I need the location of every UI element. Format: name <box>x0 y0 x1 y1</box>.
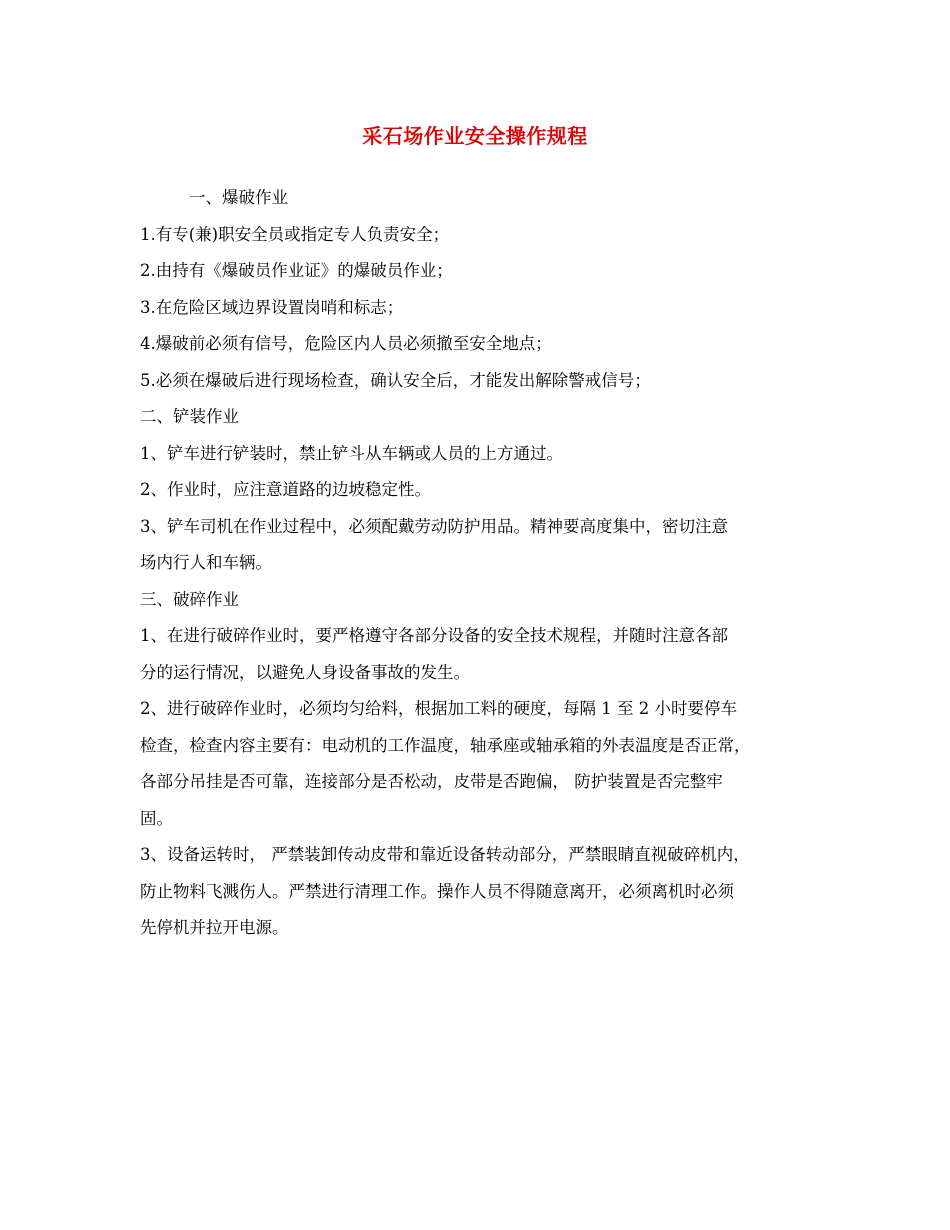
paragraph-line: 3.在危险区域边界设置岗哨和标志； <box>140 297 404 317</box>
paragraph-line: 2.由持有《爆破员作业证》的爆破员作业； <box>140 261 453 280</box>
section-heading-loading: 二、铲装作业 <box>140 407 239 426</box>
paragraph-line: 2、作业时，应注意道路的边坡稳定性。 <box>140 480 431 499</box>
paragraph-line: 场内行人和车辆。 <box>140 553 272 572</box>
paragraph-line: 3、设备运转时， 严禁装卸传动皮带和靠近设备转动部分，严禁眼睛直视破碎机内， <box>140 845 750 864</box>
paragraph-line: 先停机并拉开电源。 <box>140 918 289 937</box>
paragraph-line: 检查，检查内容主要有：电动机的工作温度，轴承座或轴承箱的外表温度是否正常， <box>140 735 751 755</box>
paragraph-line: 2、进行破碎作业时，必须均匀给料，根据加工料的硬度，每隔 1 至 2 小时要停车 <box>140 699 737 718</box>
document-title: 采石场作业安全操作规程 <box>362 124 588 148</box>
section-heading-crushing: 三、破碎作业 <box>140 589 239 609</box>
paragraph-line: 固。 <box>140 808 173 828</box>
paragraph-line: 各部分吊挂是否可靠，连接部分是否松动，皮带是否跑偏， 防护装置是否完整牢 <box>140 772 723 791</box>
section-heading-blasting: 一、爆破作业 <box>189 188 288 207</box>
paragraph-line: 分的运行情况，以避免人身设备事故的发生。 <box>140 662 470 682</box>
paragraph-line: 1.有专(兼)职安全员或指定专人负责安全； <box>140 224 450 244</box>
paragraph-line: 1、在进行破碎作业时，要严格遵守各部分设备的安全技术规程，并随时注意各部 <box>140 626 728 645</box>
paragraph-line: 5.必须在爆破后进行现场检查，确认安全后，才能发出解除警戒信号； <box>140 370 651 390</box>
document-body <box>140 180 820 947</box>
paragraph-line: 3、铲车司机在作业过程中，必须配戴劳动防护用品。精神要高度集中，密切注意 <box>140 516 728 536</box>
paragraph-line: 1、铲车进行铲装时，禁止铲斗从车辆或人员的上方通过。 <box>140 443 563 463</box>
paragraph-line: 4.爆破前必须有信号，危险区内人员必须撤至安全地点； <box>140 334 552 353</box>
paragraph-line: 防止物料飞溅伤人。严禁进行清理工作。操作人员不得随意离开，必须离机时必须 <box>140 881 734 901</box>
